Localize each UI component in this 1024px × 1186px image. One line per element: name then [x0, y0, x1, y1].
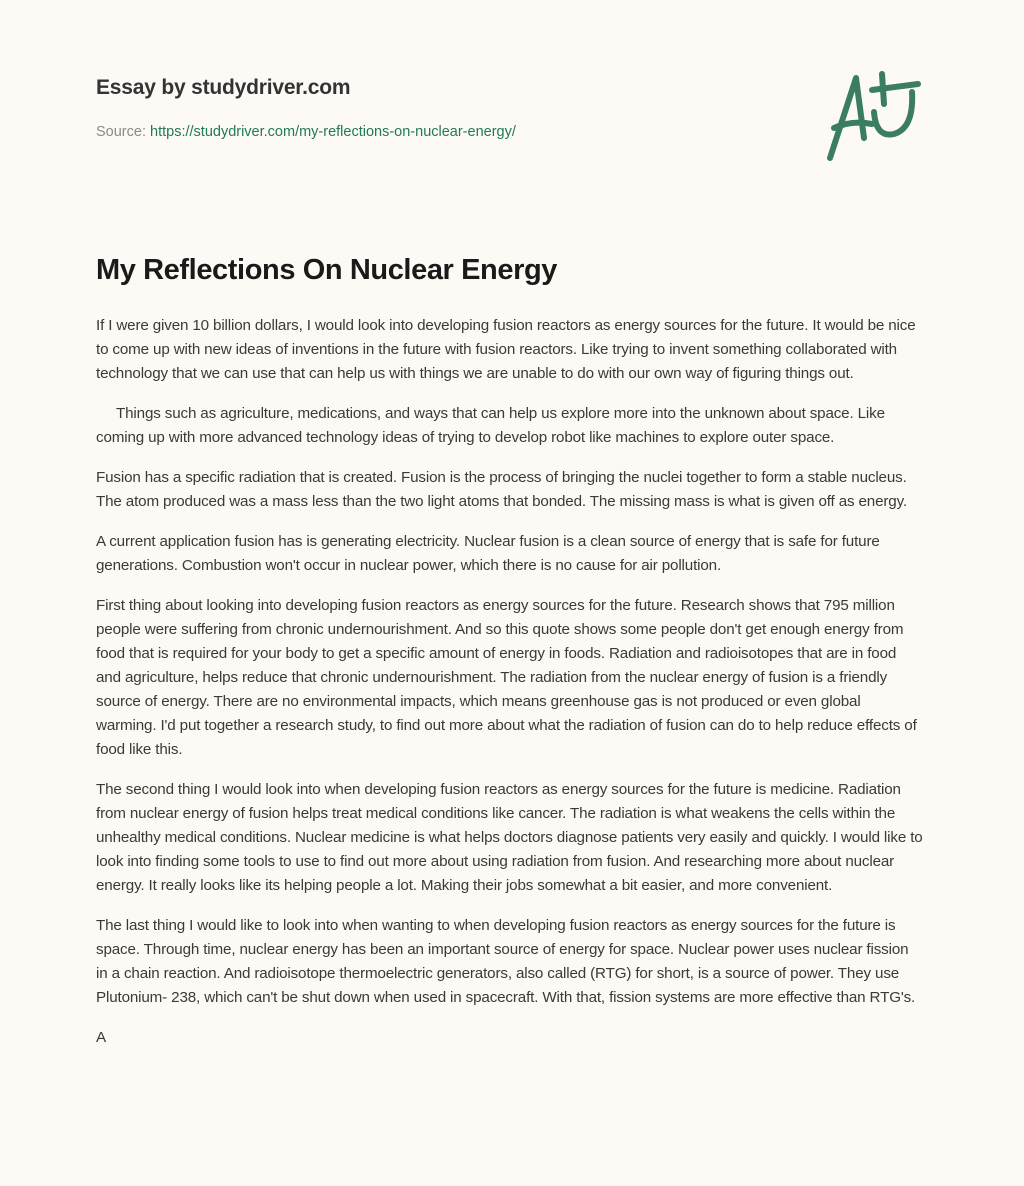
essay-paragraph: The last thing I would like to look into when wanting to when developing fusion reactors as energy sources for the future is space. Through time, nuclear energy has been an important source of energy for space. Nuclear power uses nuclear fission in a chain reaction. And radioisotope thermoelectric generators, also called (RTG) for short, is a source of power. They use Plutonium- 238, which can't be shut down when used in spacecraft. With that, fission systems are more effective than RTG's. — [96, 917, 916, 1006]
essay-body — [96, 314, 924, 1066]
essay-paragraph: A current application fusion has is generating electricity. Nuclear fusion is a clean source of energy that is safe for future generations. Combustion won't occur in nuclear power, which there is no cause for air pollution. — [96, 533, 880, 574]
source-label: Source: — [96, 124, 146, 140]
essay-paragraph: First thing about looking into developing fusion reactors as energy sources for the future. Research shows that 795 million people were suffering from chronic undernourishment. And so this quote shows some people don't get enough energy from food that is required for your body to get a specific amount of energy in foods. Radiation and radioisotopes that are in food and agriculture, helps reduce that chronic undernourishment. The radiation from the nuclear energy of fusion is a friendly source of energy. There are no environmental impacts, which means greenhouse gas is not produced or even global warming. I'd put together a research study, to find out more about what the radiation of fusion can do to help reduce effects of food like this. — [96, 597, 917, 758]
essay-title: My Reflections On Nuclear Energy — [96, 254, 557, 286]
essay-paragraph: If I were given 10 billion dollars, I would look into developing fusion reactors as energy sources for the future. It would be nice to come up with new ideas of inventions in the future with fusion reactors. Like trying to invent something collaborated with technology that we can use that can help us with things we are unable to do with our own way of figuring things out. — [96, 317, 916, 382]
source-link[interactable]: https://studydriver.com/my-reflections-on-nuclear-energy/ — [150, 124, 516, 140]
site-header-title: Essay by studydriver.com — [96, 76, 351, 99]
essay-paragraph: The second thing I would look into when developing fusion reactors as energy sources for the future is medicine. Radiation from nuclear energy of fusion helps treat medical conditions like cancer. The radiation is what weakens the cells within the unhealthy medical conditions. Nuclear medicine is what helps doctors diagnose patients very easily and quickly. I would like to look into finding some tools to use to find out more about using radiation from fusion. And researching more about nuclear energy. It really looks like its helping people a lot. Making their jobs somewhat a bit easier, and more convenient. — [96, 781, 923, 894]
source-line — [96, 124, 516, 140]
essay-paragraph: A — [96, 1029, 106, 1046]
essay-paragraph: Things such as agriculture, medications, and ways that can help us explore more into the unknown about space. Like coming up with more advanced technology ideas of trying to develop robot like machines to explore outer space. — [96, 405, 885, 446]
a-plus-logo-icon — [822, 68, 926, 164]
essay-paragraph: Fusion has a specific radiation that is created. Fusion is the process of bringing the nuclei together to form a stable nucleus. The atom produced was a mass less than the two light atoms that bonded. The missing mass is what is given off as energy. — [96, 469, 907, 510]
